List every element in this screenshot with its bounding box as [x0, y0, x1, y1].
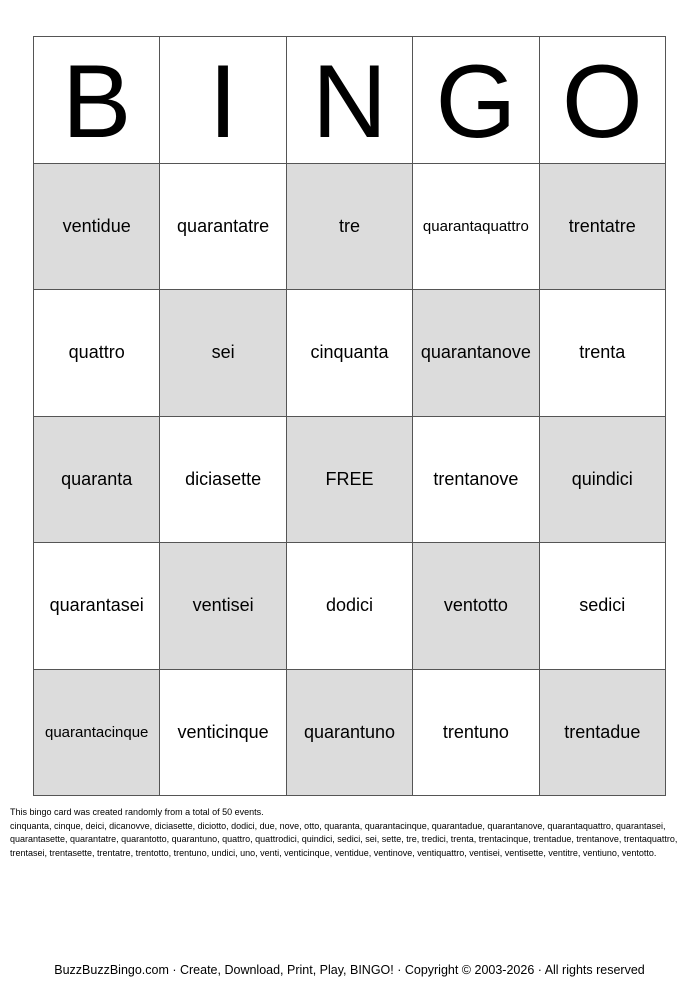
- event-list: cinquanta, cinque, deici, dicanovve, diciasette, diciotto, dodici, due, nove, otto, quaranta, quarantacinque, quarantadue, quarantanove, quarantaquattro, quarantasei, quarantasette, quarantatre, quarantotto, quarantuno, quattro, quattrodici, quindici, sedici, sei, sette, tre, tredici, trenta, trentacinque, trentadue, trentanove, trentaquattro, trentasei, trentasette, trentatre, trentotto, trentuno, undici, uno, venti, venticinque, ventidue, ventinove, ventiquattro, ventisei, ventisette, ventitre, ventiuno, ventotto.: [10, 820, 678, 858]
- bingo-cell: quattro: [34, 290, 160, 417]
- header-letter-g: G: [413, 37, 539, 164]
- free-space-cell: FREE: [287, 417, 413, 544]
- card-summary: This bingo card was created randomly from a total of 50 events.: [10, 807, 264, 817]
- bingo-cell: quarantacinque: [34, 670, 160, 797]
- bingo-cell: venticinque: [160, 670, 286, 797]
- bingo-card: [33, 36, 666, 796]
- header-letter-o: O: [540, 37, 666, 164]
- bingo-cell: dodici: [287, 543, 413, 670]
- bingo-cell: cinquanta: [287, 290, 413, 417]
- bingo-cell: trentatre: [540, 164, 666, 291]
- bingo-cell: sei: [160, 290, 286, 417]
- bingo-cell: trentanove: [413, 417, 539, 544]
- bingo-cell: ventotto: [413, 543, 539, 670]
- header-letter-b: B: [34, 37, 160, 164]
- bingo-cell: sedici: [540, 543, 666, 670]
- bingo-cell: trentadue: [540, 670, 666, 797]
- bingo-cell: ventidue: [34, 164, 160, 291]
- page-footer: BuzzBuzzBingo.com · Create, Download, Print, Play, BINGO! · Copyright © 2003-2026 · All rights reserved: [54, 963, 645, 977]
- bingo-cell: trenta: [540, 290, 666, 417]
- bingo-cell: trentuno: [413, 670, 539, 797]
- bingo-cell: tre: [287, 164, 413, 291]
- bingo-cell: diciasette: [160, 417, 286, 544]
- bingo-cell: quarantuno: [287, 670, 413, 797]
- bingo-cell: quarantatre: [160, 164, 286, 291]
- header-letter-i: I: [160, 37, 286, 164]
- bingo-cell: ventisei: [160, 543, 286, 670]
- bingo-cell: quarantanove: [413, 290, 539, 417]
- card-info: [10, 806, 686, 860]
- bingo-cell: quarantasei: [34, 543, 160, 670]
- bingo-cell: quaranta: [34, 417, 160, 544]
- bingo-cell: quindici: [540, 417, 666, 544]
- header-letter-n: N: [287, 37, 413, 164]
- bingo-cell: quarantaquattro: [413, 164, 539, 291]
